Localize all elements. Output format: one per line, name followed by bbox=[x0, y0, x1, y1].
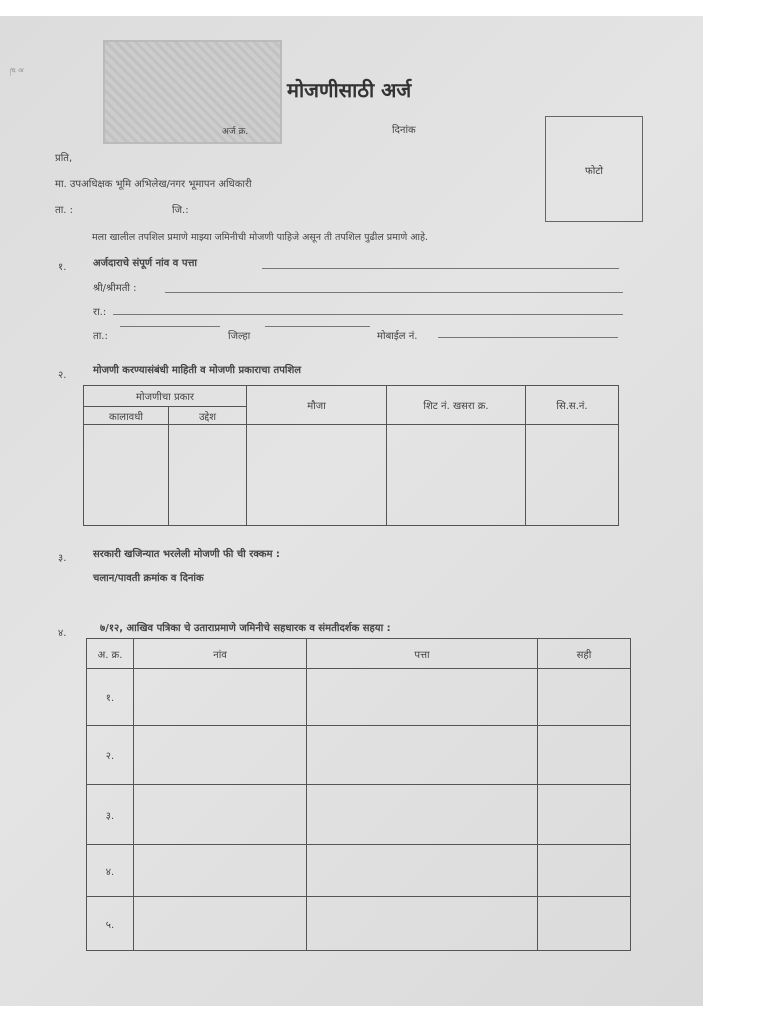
section2-title: मोजणी करण्यासंबंधी माहिती व मोजणी प्रकाराचा तपशिल bbox=[93, 365, 302, 376]
signature-cell bbox=[538, 845, 631, 897]
table-row bbox=[87, 785, 631, 845]
intro-text: मला खालील तपशिल प्रमाणे माझ्या जमिनीची मोजणी पाहिजे असून ती तपशिल पुढील प्रमाणे आहे. bbox=[92, 232, 429, 243]
signature-header: सही bbox=[538, 639, 631, 669]
village-line bbox=[113, 314, 623, 315]
section3-title: सरकारी खजिन्यात भरलेली मोजणी फी ची रक्कम : bbox=[93, 549, 280, 560]
signature-cell bbox=[538, 669, 631, 726]
section3-subtitle: चलान/पावती क्रमांक व दिनांक bbox=[93, 573, 204, 584]
corner-mark: ཁ ྋ bbox=[10, 67, 25, 76]
name-cell bbox=[134, 897, 307, 951]
village-label: रा.: bbox=[93, 307, 107, 318]
survey-header: शिट नं. खसरा क्र. bbox=[387, 386, 526, 425]
section1-number: १. bbox=[58, 262, 67, 273]
table-cell bbox=[247, 425, 387, 526]
table-cell bbox=[169, 425, 247, 526]
cts-header: सि.स.नं. bbox=[526, 386, 619, 425]
table-cell bbox=[84, 425, 169, 526]
serial-cell: ३. bbox=[87, 785, 134, 845]
name-cell bbox=[134, 726, 307, 785]
address-line-1 bbox=[262, 268, 619, 269]
name-cell bbox=[134, 845, 307, 897]
name-cell bbox=[134, 669, 307, 726]
village-header: मौजा bbox=[247, 386, 387, 425]
table-row bbox=[87, 669, 631, 726]
table-row bbox=[87, 726, 631, 785]
name-cell bbox=[134, 785, 307, 845]
stamp-image bbox=[103, 40, 282, 144]
section3-number: ३. bbox=[58, 553, 67, 564]
section4-title: ७/१२, आखिव पत्रिका चे उताराप्रमाणे जमिनीचे सहधारक व संमतीदर्शक सहया : bbox=[100, 623, 391, 634]
serial-cell: ५. bbox=[87, 897, 134, 951]
table-cell bbox=[387, 425, 526, 526]
photo-label: फोटो bbox=[585, 166, 603, 177]
purpose-header: उद्देश bbox=[169, 407, 247, 425]
serial-header: अ. क्र. bbox=[87, 639, 134, 669]
to-label: प्रति, bbox=[55, 153, 73, 164]
section4-number: ४. bbox=[58, 628, 67, 639]
address-cell bbox=[307, 845, 538, 897]
section2-number: २. bbox=[58, 370, 67, 381]
address-cell bbox=[307, 669, 538, 726]
duration-header: कालावधी bbox=[84, 407, 169, 425]
date-label: दिनांक bbox=[392, 125, 416, 136]
taluka-label: ता. : bbox=[55, 205, 74, 216]
address-cell bbox=[307, 726, 538, 785]
name-label: श्री/श्रीमती : bbox=[93, 283, 137, 294]
serial-cell: २. bbox=[87, 726, 134, 785]
table-row bbox=[87, 897, 631, 951]
serial-cell: ४. bbox=[87, 845, 134, 897]
officer-line: मा. उपअधिक्षक भूमि अभिलेख/नगर भूमापन अधिकारी bbox=[55, 179, 252, 190]
form-paper bbox=[0, 16, 703, 1006]
signature-cell bbox=[538, 726, 631, 785]
table-row bbox=[87, 845, 631, 897]
section1-title: अर्जदाराचे संपूर्ण नांव व पत्ता bbox=[93, 258, 198, 269]
signature-cell bbox=[538, 897, 631, 951]
district-field-label: जिल्हा bbox=[228, 331, 251, 342]
address-cell bbox=[307, 897, 538, 951]
photo-box bbox=[545, 116, 643, 222]
serial-cell: १. bbox=[87, 669, 134, 726]
address-cell bbox=[307, 785, 538, 845]
signature-cell bbox=[538, 785, 631, 845]
taluka-field-label: ता.: bbox=[93, 331, 108, 342]
coholders-table bbox=[86, 638, 631, 951]
district-line bbox=[265, 326, 370, 327]
application-no-label: अर्ज क्र. bbox=[222, 127, 249, 137]
name-line bbox=[165, 292, 623, 293]
table-cell bbox=[526, 425, 619, 526]
district-label: जि.: bbox=[172, 205, 189, 216]
survey-details-table bbox=[83, 385, 619, 526]
mobile-label: मोबाईल नं. bbox=[377, 331, 418, 342]
name-header: नांव bbox=[134, 639, 307, 669]
form-title: मोजणीसाठी अर्ज bbox=[287, 78, 412, 102]
taluka-line bbox=[120, 326, 220, 327]
address-header: पत्ता bbox=[307, 639, 538, 669]
mobile-line bbox=[438, 337, 618, 338]
type-header: मोजणीचा प्रकार bbox=[84, 386, 247, 407]
